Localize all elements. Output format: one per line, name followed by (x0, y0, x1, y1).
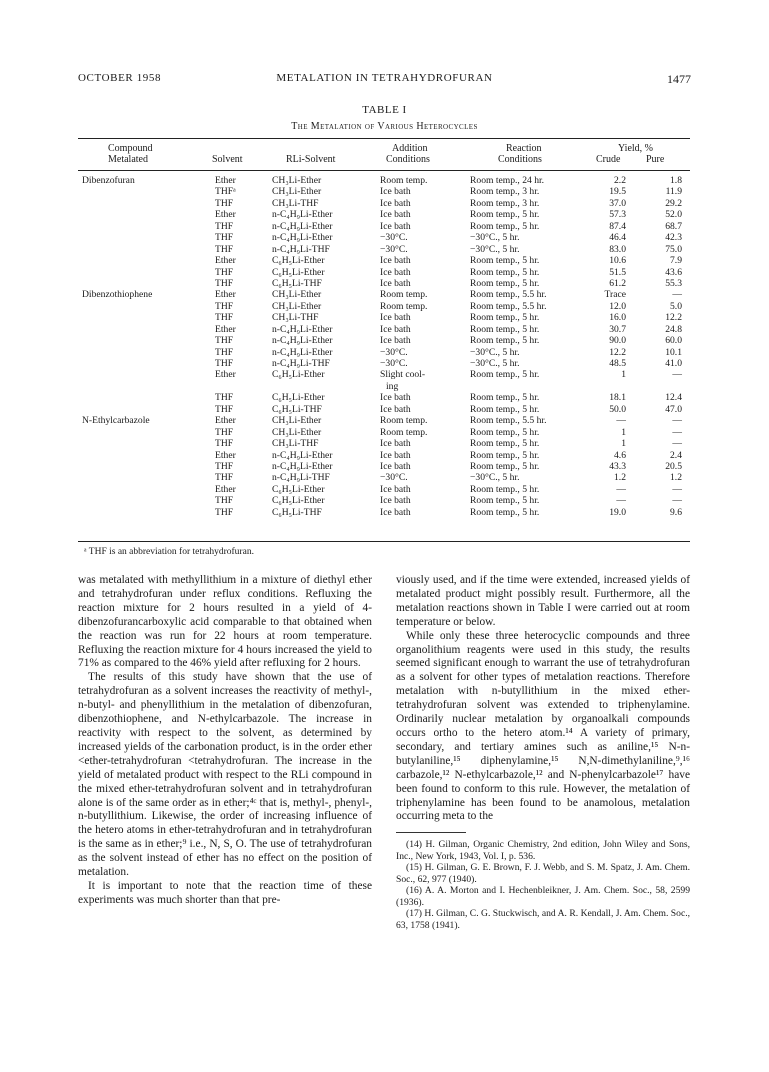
cell-rli-solvent: C₆H₅Li-Ether (272, 392, 325, 404)
cell-rli-solvent: CH₃Li-Ether (272, 175, 322, 186)
col-header-reaction: Reaction (506, 143, 542, 154)
cell-addition: Ice bath (380, 392, 411, 404)
cell-addition: Ice bath (380, 323, 411, 335)
cell-yield-crude: 10.6 (609, 255, 626, 267)
cell-yield-pure: — (672, 438, 682, 450)
cell-yield-crude: 1 (621, 369, 626, 381)
cell-compound: N-Ethylcarbazole (82, 415, 150, 427)
cell-addition: Slight cool- (380, 369, 426, 381)
cell-rli-solvent: CH₃Li-Ether (272, 186, 322, 198)
table-row (78, 289, 690, 300)
cell-solvent: THF (215, 460, 234, 472)
cell-yield-pure: 9.6 (670, 506, 682, 518)
cell-rli-solvent: n-C₄H₉Li-Ether (272, 323, 333, 335)
cell-reaction: −30°C., 5 hr. (470, 358, 520, 369)
cell-yield-crude: 19.5 (609, 186, 626, 198)
table-row (78, 450, 690, 461)
cell-yield-crude: 2.2 (614, 175, 626, 186)
table-row (78, 335, 690, 346)
cell-yield-crude: — (616, 415, 626, 427)
cell-yield-pure: — (672, 289, 682, 301)
cell-rli-solvent: C₆H₅Li-Ether (272, 266, 325, 278)
cell-yield-pure: 52.0 (665, 209, 682, 221)
cell-rli-solvent: n-C₄H₉Li-Ether (272, 209, 333, 221)
table-row (78, 347, 690, 358)
cell-addition: Ice bath (380, 255, 411, 267)
cell-yield-crude: 12.2 (609, 346, 626, 358)
cell-yield-crude: 12.0 (609, 300, 626, 312)
cell-yield-pure: — (672, 483, 682, 495)
cell-reaction: Room temp., 5.5 hr. (470, 289, 547, 301)
cell-solvent: THF (215, 300, 234, 312)
cell-rli-solvent: CH₃Li-Ether (272, 300, 322, 312)
cell-reaction: Room temp., 3 hr. (470, 197, 540, 209)
col-header-rli-solvent: RLi-Solvent (286, 154, 336, 165)
cell-solvent: THF (215, 472, 234, 484)
table-row (78, 301, 690, 312)
cell-rli-solvent: n-C₄H₉Li-Ether (272, 220, 333, 232)
cell-solvent: THF (215, 346, 234, 358)
cell-rli-solvent: n-C₄H₉Li-Ether (272, 335, 333, 347)
cell-addition: Ice bath (380, 277, 411, 289)
col-header-metalated: Metalated (108, 154, 148, 165)
cell-yield-pure: 11.9 (665, 186, 682, 198)
cell-rli-solvent: C₆H₅Li-THF (272, 403, 322, 415)
table-row (78, 267, 690, 278)
cell-yield-pure: 60.0 (665, 335, 682, 347)
cell-yield-crude: 37.0 (609, 197, 626, 209)
cell-reaction: Room temp., 5 hr. (470, 277, 540, 289)
page-number: 1477 (667, 72, 691, 86)
table-footnote: ᵃ THF is an abbreviation for tetrahydrofuran. (84, 547, 254, 557)
cell-rli-solvent: CH₃Li-THF (272, 312, 319, 324)
cell-yield-pure: 42.3 (665, 232, 682, 244)
table-row (78, 278, 690, 289)
cell-reaction: Room temp., 5 hr. (470, 438, 540, 450)
cell-addition: Ice bath (380, 483, 411, 495)
cell-reaction: Room temp., 5 hr. (470, 266, 540, 278)
header-date: OCTOBER 1958 (78, 72, 162, 84)
cell-addition: Ice bath (380, 335, 411, 347)
cell-yield-crude: 46.4 (609, 232, 626, 244)
cell-rli-solvent: n-C₄H₉Li-THF (272, 243, 330, 255)
cell-addition: Ice bath (380, 186, 411, 198)
table-row (78, 244, 690, 255)
cell-yield-crude: 50.0 (609, 403, 626, 415)
col-header-pure: Pure (646, 154, 665, 165)
cell-rli-solvent: n-C₄H₉Li-Ether (272, 346, 333, 358)
cell-solvent: THF (215, 358, 234, 369)
cell-solvent: Ether (215, 209, 236, 221)
paragraph: viously used, and if the time were extended, increased yields of metalated product might possibly result. Furthermore, all the metalation reactions shown in Table I were carried out at room temperature or below. (396, 574, 690, 628)
cell-addition: Room temp. (380, 300, 428, 312)
cell-addition: Ice bath (380, 209, 411, 221)
cell-reaction: Room temp., 5 hr. (470, 312, 540, 324)
cell-reaction: Room temp., 5 hr. (470, 369, 540, 381)
table-row (78, 221, 690, 232)
cell-yield-crude: 1.2 (614, 472, 626, 484)
text-column-right (396, 574, 690, 931)
footnote-rule (396, 832, 466, 833)
cell-solvent: THF (215, 392, 234, 404)
paragraph: The results of this study have shown that the use of tetrahydrofuran as a solvent increases the reactivity of methyl-, n-butyl- and phenyllithium in the metalation of dibenzofuran, dibenzothiophene, and N-ethylcarbazole. The increase in reactivity with respect to the solvent, as determined by increased yields of the carbonation product, is in the order ether <ether-tetrahydrofuran <tetrahydrofuran. The increase in the yield of metalated product with respect to the RLi compound in the mixed ether-tetrahydrofuran solvent and in tetrahydrofuran alone is of the same order as in ether;⁴ᶜ that is, methyl-, phenyl-, n-butyllithium. Likewise, the order of increasing influence of the hetero atoms in ether-tetrahydrofuran and in tetrahydrofuran is the same as in ether;⁹ i.e., N, S, O. The use of tetrahydrofuran as the solvent instead of ether has no effect on the position of metalation. (78, 671, 372, 879)
cell-solvent: Ether (215, 415, 236, 427)
cell-yield-crude: 1 (621, 438, 626, 450)
cell-addition: −30°C. (380, 358, 408, 369)
cell-yield-pure: 41.0 (665, 358, 682, 369)
table-row (78, 392, 690, 403)
cell-yield-pure: — (672, 495, 682, 507)
table-row (78, 404, 690, 415)
cell-rli-solvent: CH₃Li-Ether (272, 289, 322, 301)
cell-solvent: Ether (215, 289, 236, 301)
col-header-solvent: Solvent (212, 154, 243, 165)
cell-yield-pure: 1.2 (670, 472, 682, 484)
text-column-left (78, 574, 372, 908)
cell-reaction: −30°C., 5 hr. (470, 346, 520, 358)
cell-yield-pure: 7.9 (670, 255, 682, 267)
cell-yield-pure: 20.5 (665, 460, 682, 472)
cell-addition: Ice bath (380, 438, 411, 450)
cell-yield-crude: 83.0 (609, 243, 626, 255)
cell-reaction: Room temp., 5 hr. (470, 460, 540, 472)
cell-solvent: THF (215, 403, 234, 415)
cell-yield-crude: — (616, 495, 626, 507)
cell-yield-pure: 29.2 (665, 197, 682, 209)
cell-rli-solvent: CH₃Li-THF (272, 438, 319, 450)
cell-addition: Ice bath (380, 506, 411, 518)
cell-yield-pure: 24.8 (665, 323, 682, 335)
cell-solvent: THF (215, 495, 234, 507)
cell-reaction: −30°C., 5 hr. (470, 243, 520, 255)
cell-yield-pure: 2.4 (670, 449, 682, 461)
cell-rli-solvent: CH₃Li-THF (272, 197, 319, 209)
cell-yield-crude: 51.5 (609, 266, 626, 278)
cell-solvent: Ether (215, 323, 236, 335)
table-title: The Metalation of Various Heterocycles (291, 121, 478, 132)
cell-yield-pure: 75.0 (665, 243, 682, 255)
cell-reaction: Room temp., 24 hr. (470, 175, 545, 186)
cell-solvent: THF (215, 312, 234, 324)
cell-yield-crude: Trace (604, 289, 626, 301)
cell-yield-crude: 4.6 (614, 449, 626, 461)
table-row (78, 175, 690, 186)
cell-solvent: THF (215, 232, 234, 244)
cell-addition: Ice bath (380, 495, 411, 507)
cell-rli-solvent: CH₃Li-Ether (272, 415, 322, 427)
table-row (78, 507, 690, 518)
cell-solvent: Ether (215, 449, 236, 461)
cell-rli-solvent: n-C₄H₉Li-THF (272, 472, 330, 484)
cell-reaction: Room temp., 5 hr. (470, 495, 540, 507)
cell-solvent: THF (215, 506, 234, 518)
cell-yield-crude: 16.0 (609, 312, 626, 324)
table-row (78, 186, 690, 197)
cell-rli-solvent: n-C₄H₉Li-Ether (272, 460, 333, 472)
cell-yield-pure: — (672, 369, 682, 381)
cell-solvent: THF (215, 197, 234, 209)
cell-compound: Dibenzothiophene (82, 289, 153, 301)
cell-addition: Ice bath (380, 197, 411, 209)
cell-addition: Ice bath (380, 312, 411, 324)
cell-addition: Ice bath (380, 449, 411, 461)
cell-solvent: THF (215, 266, 234, 278)
table-body (78, 175, 690, 518)
footnote-14: (14) H. Gilman, Organic Chemistry, 2nd edition, John Wiley and Sons, Inc., New York, 1943, Vol. I, p. 536. (396, 839, 690, 862)
cell-addition: Room temp. (380, 426, 428, 438)
cell-rli-solvent: C₆H₅Li-Ether (272, 255, 325, 267)
cell-reaction: −30°C., 5 hr. (470, 232, 520, 244)
cell-yield-pure: 47.0 (665, 403, 682, 415)
paragraph: was metalated with methyllithium in a mixture of diethyl ether and tetrahydrofuran under reflux conditions. Refluxing the reaction mixture for 2 hours resulted in a yield of 4-dibenzofurancarboxylic acid comparable to that obtained when the reaction was run for 22 hours at room temperature. Refluxing the reaction mixture for 4 hours increased the yield to 71% as compared to the 46% yield after refluxing for 2 hours. (78, 574, 372, 670)
col-header-crude: Crude (596, 154, 621, 165)
cell-solvent: Ether (215, 483, 236, 495)
table-row (78, 198, 690, 209)
cell-yield-pure: 12.2 (665, 312, 682, 324)
cell-reaction: Room temp., 3 hr. (470, 186, 540, 198)
cell-yield-pure: 12.4 (665, 392, 682, 404)
cell-yield-pure: 43.6 (665, 266, 682, 278)
col-header-addition-conditions: Conditions (386, 154, 430, 165)
cell-rli-solvent: C₆H₅Li-THF (272, 277, 322, 289)
table-row (78, 484, 690, 495)
table-top-rule (78, 138, 690, 139)
cell-rli-solvent: C₆H₅Li-THF (272, 506, 322, 518)
cell-solvent: Ether (215, 175, 236, 186)
cell-solvent: THF (215, 277, 234, 289)
cell-addition-continued: ing (386, 380, 399, 392)
cell-yield-crude: 19.0 (609, 506, 626, 518)
cell-reaction: Room temp., 5.5 hr. (470, 415, 547, 427)
header-title: METALATION IN TETRAHYDROFURAN (276, 72, 493, 84)
cell-yield-pure: 68.7 (665, 220, 682, 232)
table-number: TABLE I (362, 104, 407, 116)
cell-solvent: Ether (215, 369, 236, 381)
table-row (78, 369, 690, 392)
table-bottom-rule (78, 541, 690, 542)
cell-addition: Room temp. (380, 289, 428, 301)
cell-rli-solvent: n-C₄H₉Li-THF (272, 358, 330, 369)
cell-yield-crude: 30.7 (609, 323, 626, 335)
cell-yield-crude: 43.3 (609, 460, 626, 472)
table-row (78, 209, 690, 220)
cell-addition: Room temp. (380, 415, 428, 427)
cell-addition: Ice bath (380, 460, 411, 472)
cell-addition: −30°C. (380, 346, 408, 358)
cell-rli-solvent: C₆H₅Li-Ether (272, 483, 325, 495)
cell-addition: Ice bath (380, 403, 411, 415)
footnote-16: (16) A. A. Morton and I. Hechenbleikner, J. Am. Chem. Soc., 58, 2599 (1936). (396, 885, 690, 908)
cell-yield-crude: 48.5 (609, 358, 626, 369)
cell-yield-pure: 55.3 (665, 277, 682, 289)
col-header-reaction-conditions: Conditions (498, 154, 542, 165)
running-header (78, 72, 691, 88)
footnote-15: (15) H. Gilman, G. E. Brown, F. J. Webb, and S. M. Spatz, J. Am. Chem. Soc., 62, 977 (1940). (396, 862, 690, 885)
cell-yield-pure: 10.1 (665, 346, 682, 358)
table-row (78, 495, 690, 506)
col-header-yield: Yield, % (618, 143, 653, 154)
cell-yield-pure: 5.0 (670, 300, 682, 312)
cell-solvent: THFᵃ (215, 186, 236, 198)
table-row (78, 461, 690, 472)
cell-addition: Ice bath (380, 220, 411, 232)
cell-yield-crude: 87.4 (609, 220, 626, 232)
table-row (78, 312, 690, 323)
table-header-rule (78, 170, 690, 171)
cell-rli-solvent: C₆H₅Li-Ether (272, 495, 325, 507)
cell-reaction: Room temp., 5 hr. (470, 335, 540, 347)
col-header-addition: Addition (392, 143, 428, 154)
cell-yield-crude: 61.2 (609, 277, 626, 289)
cell-reaction: Room temp., 5 hr. (470, 220, 540, 232)
col-header-compound: Compound (108, 143, 153, 154)
cell-yield-crude: — (616, 483, 626, 495)
table-row (78, 232, 690, 243)
cell-compound: Dibenzofuran (82, 175, 135, 186)
cell-rli-solvent: n-C₄H₉Li-Ether (272, 449, 333, 461)
table-row (78, 324, 690, 335)
table-row (78, 427, 690, 438)
cell-solvent: THF (215, 438, 234, 450)
table-row (78, 415, 690, 426)
cell-solvent: THF (215, 335, 234, 347)
cell-reaction: Room temp., 5 hr. (470, 506, 540, 518)
cell-reaction: Room temp., 5 hr. (470, 483, 540, 495)
paragraph: It is important to note that the reaction time of these experiments was much shorter than that pre- (78, 879, 372, 906)
cell-solvent: THF (215, 243, 234, 255)
table-row (78, 255, 690, 266)
cell-yield-crude: 1 (621, 426, 626, 438)
paragraph: While only these three heterocyclic compounds and three organolithium reagents were used in this study, the results seemed significant enough to warrant the use of tetrahydrofuran as a solvent for other types of metalation reactions. Therefore metalation with n-butyllithium in the mixed ether-tetrahydrofuran solvent was extended to triphenylamine. Ordinarily nuclear metalation by organoalkali compounds occurs ortho to the hetero atom.¹⁴ A variety of primary, secondary, and tertiary amines such as aniline,¹⁵ N-n-butylaniline,¹⁵ diphenylamine,¹⁵ N,N-dimethylaniline,⁹,¹⁶ carbazole,¹² N-ethylcarbazole,¹² and N-phenylcarbazole¹⁷ have been found to conform to this rule. However, the metalation of triphenylamine has been found to be anamolous, metalation occurring meta to the (396, 629, 690, 823)
cell-yield-crude: 90.0 (609, 335, 626, 347)
cell-yield-pure: — (672, 415, 682, 427)
cell-solvent: Ether (215, 255, 236, 267)
cell-reaction: Room temp., 5 hr. (470, 323, 540, 335)
table-row (78, 472, 690, 483)
cell-reaction: Room temp., 5 hr. (470, 426, 540, 438)
cell-addition: −30°C. (380, 472, 408, 484)
cell-reaction: Room temp., 5 hr. (470, 449, 540, 461)
table-row (78, 438, 690, 449)
cell-solvent: THF (215, 220, 234, 232)
cell-reaction: −30°C., 5 hr. (470, 472, 520, 484)
cell-reaction: Room temp., 5 hr. (470, 392, 540, 404)
cell-reaction: Room temp., 5 hr. (470, 255, 540, 267)
table-row (78, 358, 690, 369)
cell-solvent: THF (215, 426, 234, 438)
cell-rli-solvent: n-C₄H₉Li-Ether (272, 232, 333, 244)
cell-addition: −30°C. (380, 243, 408, 255)
cell-rli-solvent: CH₃Li-Ether (272, 426, 322, 438)
cell-addition: −30°C. (380, 232, 408, 244)
cell-yield-crude: 18.1 (609, 392, 626, 404)
cell-yield-pure: 1.8 (670, 175, 682, 186)
cell-reaction: Room temp., 5 hr. (470, 403, 540, 415)
cell-reaction: Room temp., 5.5 hr. (470, 300, 547, 312)
cell-reaction: Room temp., 5 hr. (470, 209, 540, 221)
cell-yield-crude: 57.3 (609, 209, 626, 221)
cell-yield-pure: — (672, 426, 682, 438)
cell-rli-solvent: C₆H₅Li-Ether (272, 369, 325, 381)
cell-addition: Ice bath (380, 266, 411, 278)
footnote-17: (17) H. Gilman, C. G. Stuckwisch, and A. R. Kendall, J. Am. Chem. Soc., 63, 1758 (1941). (396, 908, 690, 931)
cell-addition: Room temp. (380, 175, 428, 186)
